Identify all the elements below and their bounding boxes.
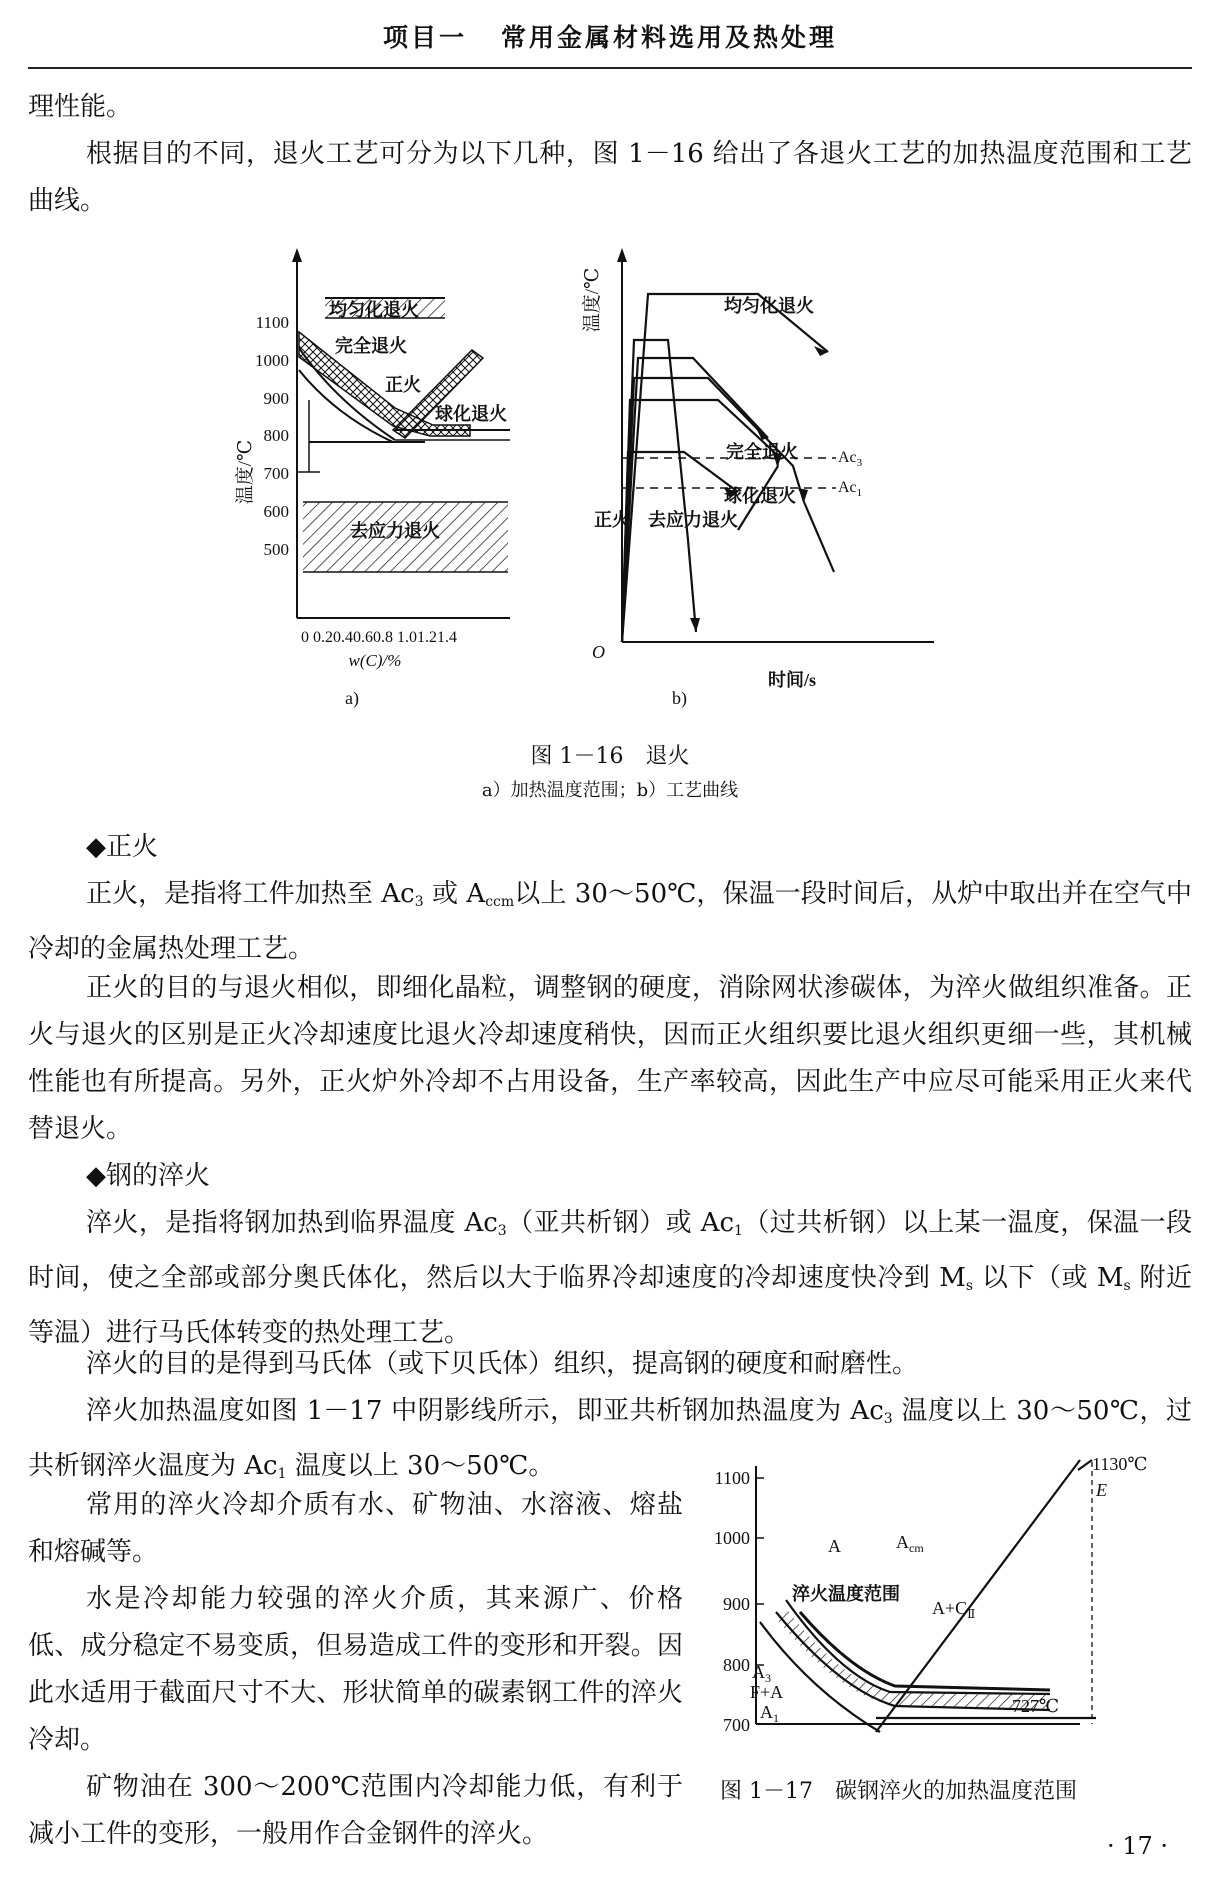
y-tick: 1100 xyxy=(255,313,289,332)
label-normalizing: 正火 xyxy=(594,510,630,530)
label-727: 727℃ xyxy=(1012,1696,1060,1716)
x-axis-label: w(C)/% xyxy=(348,651,402,670)
para-7: 常用的淬火冷却介质有水、矿物油、水溶液、熔盐和熔碱等。 xyxy=(28,1490,683,1567)
label-homogenizing: 均匀化退火 xyxy=(724,296,814,316)
page-number: · 17 · xyxy=(1106,1832,1168,1860)
para-9: 矿物油在 300～200℃范围内冷却能力低，有利于减小工件的变形，一般用作合金钢件的淬火。 xyxy=(28,1772,683,1849)
y-tick: 700 xyxy=(723,1715,750,1735)
label-A3: $A_3$ xyxy=(752,1662,771,1685)
label-ac3: $Ac_3$ xyxy=(838,449,863,469)
y-tick: 700 xyxy=(263,464,289,483)
para-1: 根据目的不同，退火工艺可分为以下几种，图 1－16 给出了各退火工艺的加热温度范围和工艺曲线。 xyxy=(28,139,1192,216)
y-tick: 600 xyxy=(263,502,289,521)
annealing-temperature-chart xyxy=(225,240,555,710)
figure-1-16-b xyxy=(582,240,1008,710)
annealing-process-curves xyxy=(582,240,1008,710)
y-tick: 900 xyxy=(263,389,289,408)
y-axis-arrow xyxy=(292,248,302,262)
label-quench-range: 淬火温度范围 xyxy=(792,1584,900,1604)
heading-quenching: ◆钢的淬火 xyxy=(86,1161,210,1191)
label-E: E xyxy=(1096,1480,1107,1500)
figure-1-16-a xyxy=(225,240,555,710)
y-axis-label: 温度/℃ xyxy=(582,267,603,333)
heading-normalizing: ◆正火 xyxy=(86,832,158,862)
y-tick: 800 xyxy=(263,426,289,445)
para-0: 理性能。 xyxy=(28,92,133,122)
figure-1-17 xyxy=(700,1440,1170,1740)
homogenizing-curve xyxy=(622,294,828,642)
label-full-annealing: 完全退火 xyxy=(726,442,798,462)
y-tick: 1000 xyxy=(714,1528,750,1548)
stress-relief-curve xyxy=(622,452,738,642)
label-1130: 1130℃ xyxy=(1092,1454,1148,1474)
figure-1-16-subcaption: a）加热温度范围；b）工艺曲线 xyxy=(481,780,739,801)
quenching-temperature-diagram xyxy=(700,1440,1170,1740)
quench-range-band xyxy=(776,1608,1050,1710)
y-axis-label: 温度/℃ xyxy=(235,439,256,505)
y-tick: 1100 xyxy=(714,1468,750,1488)
label-spheroidizing: 球化退火 xyxy=(724,486,796,506)
label-spheroidizing: 球化退火 xyxy=(435,404,507,424)
label-A1: $A_1$ xyxy=(760,1702,779,1725)
label-F-A: F+A xyxy=(750,1682,784,1702)
para-6: 淬火加热温度如图 1－17 中阴影线所示，即亚共析钢加热温度为 $Ac_3$ 温度以上 30～50℃，过共析钢淬火温度为 $Ac_1$ 温度以上 30～50℃。 xyxy=(28,1396,1192,1482)
para-8: 水是冷却能力较强的淬火介质，其来源广、价格低、成分稳定不易变质，但易造成工件的变形和开裂。因此水适用于截面尺寸不大、形状简单的碳素钢工件的淬火冷却。 xyxy=(28,1584,683,1755)
header-project: 项目一 xyxy=(382,23,467,52)
y-axis-arrow xyxy=(617,248,627,262)
para-4: 淬火，是指将钢加热到临界温度 $Ac_3$（亚共析钢）或 $Ac_1$（过共析钢）以上某一温度，保温一段时间，使之全部或部分奥氏体化，然后以大于临界冷却速度的冷却速度快冷到 $M_s$ 以下（或 $M_s$ 附近等温）进行马氏体转变的热处理工艺。 xyxy=(28,1208,1193,1348)
label-A-CII: $A+C_Ⅱ$ xyxy=(932,1598,976,1621)
y-tick: 800 xyxy=(723,1655,750,1675)
y-tick: 900 xyxy=(723,1594,750,1614)
x-axis-label: 时间/s xyxy=(768,670,817,690)
label-homogenizing: 均匀化退火 xyxy=(329,300,419,320)
figure-1-17-caption: 图 1－17 碳钢淬火的加热温度范围 xyxy=(720,1779,1077,1804)
y-tick: 1000 xyxy=(255,351,289,370)
label-A: A xyxy=(828,1536,841,1556)
label-normalizing: 正火 xyxy=(385,375,421,395)
running-header xyxy=(0,18,1220,54)
header-title: 常用金属材料选用及热处理 xyxy=(501,23,838,52)
subfigure-a-label: a) xyxy=(345,688,359,708)
label-full-annealing: 完全退火 xyxy=(335,336,407,356)
header-rule xyxy=(28,67,1192,69)
figure-1-16-caption: 图 1－16 退火 xyxy=(530,744,690,769)
subfigure-b-label: b) xyxy=(672,688,687,708)
label-Acm: $A_{cm}$ xyxy=(896,1532,924,1555)
y-tick: 500 xyxy=(263,540,289,559)
para-5: 淬火的目的是得到马氏体（或下贝氏体）组织，提高钢的硬度和耐磨性。 xyxy=(86,1349,919,1379)
label-ac1: $Ac_1$ xyxy=(838,479,863,499)
para-3: 正火的目的与退火相似，即细化晶粒，调整钢的硬度，消除网状渗碳体，为淬火做组织准备。正火与退火的区别是正火冷却速度比退火冷却速度稍快，因而正火组织要比退火组织更细一些，其机械性能也有所提高。另外，正火炉外冷却不占用设备，生产率较高，因此生产中应尽可能采用正火来代替退火。 xyxy=(28,973,1192,1144)
x-ticks: 0 0.20.40.60.8 1.01.21.4 xyxy=(301,629,457,646)
origin-label: O xyxy=(592,642,605,662)
label-stress-relief: 去应力退火 xyxy=(648,510,738,530)
label-stress-relief: 去应力退火 xyxy=(350,521,440,541)
para-2: 正火，是指将工件加热至 $Ac_3$ 或 $A_{ccm}$以上 30～50℃，保温一段时间后，从炉中取出并在空气中冷却的金属热处理工艺。 xyxy=(28,879,1192,964)
